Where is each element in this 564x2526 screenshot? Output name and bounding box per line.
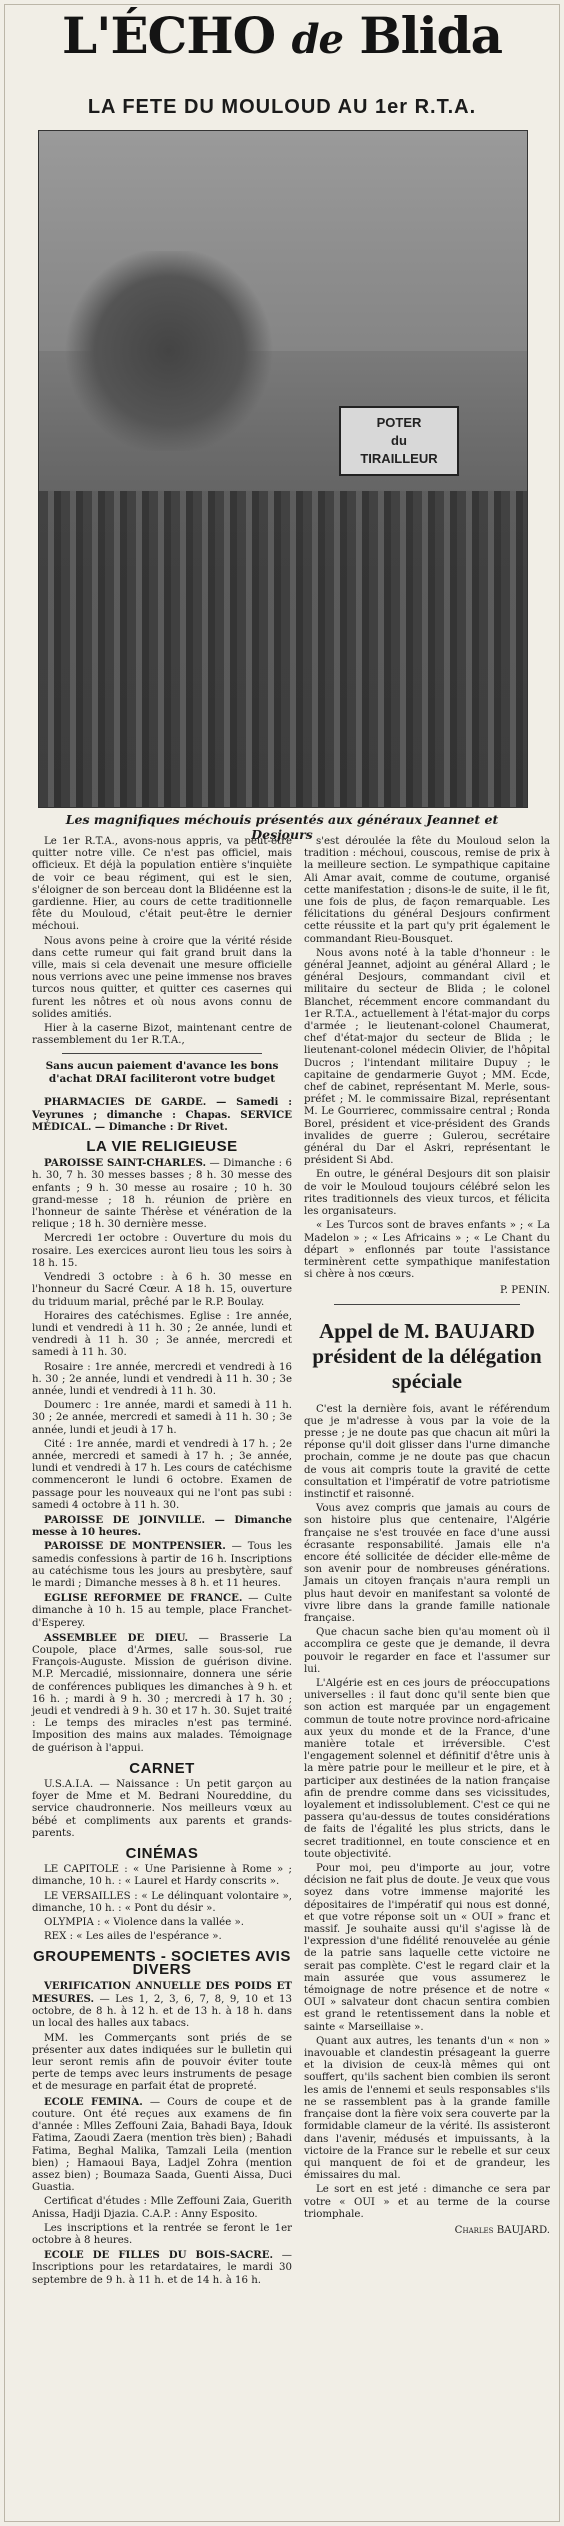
notice-text: MM. les Commerçants sont priés de se présenter aux dates indiquées sur le bulletin qui leur seront remis afin de pouvoir éviter toute perte de temps avec leurs instruments de pesage et de mesurage en parfait état de propreté. — [32, 2032, 292, 2093]
event-photo — [38, 130, 528, 808]
section-title: LA VIE RELIGIEUSE — [86, 1138, 238, 1156]
article-para: « Les Turcos sont de braves enfants » ; « La Madelon » ; « Les Africains » ; « Le Chant du départ » enflonnés par toute l'assistance terminèrent cette sympathique manifestation si chère à nos cœurs. — [304, 1220, 550, 1281]
headline: LA FETE DU MOULOUD AU 1er R.T.A. — [87, 96, 477, 118]
photo-caption: Les magnifiques méchouis présentés aux généraux Jeannet et Desjours — [65, 812, 499, 842]
masthead-part1: L'ÉCHO — [61, 6, 292, 65]
photo-banner — [339, 406, 459, 476]
article-para: Que chacun sache bien qu'au moment où il accomplira ce geste que je demande, il devra pouvoir le regarder en face et l'assumer sur lui. — [304, 1627, 550, 1675]
photo-tree — [59, 251, 279, 451]
notice-text: — Inscriptions pour les retardataires, le mardi 30 septembre de 9 h. à 11 h. et de 14 h. à 16 h. — [32, 2250, 292, 2286]
article-para: Quant aux autres, les tenants d'un « non » inavouable et clandestin présageant la guerre et la division de ceux-là mêmes qui ont souffert, qu'ils sachent bien combien ils seront les amis de l'ennemi et seuls responsables s'ils ne se rassemblent pas à la grande famille française dont la fière voix sera couverte par la formidable clameur de la vérité. Ils assisteront dans l'avenir, médusés et impuissants, à la victoire de la France sur le rebelle et sur ceux qui manquent de foi et de grandeur, les émissaires du mal. — [304, 2035, 550, 2182]
article-para: L'Algérie est en ces jours de préoccupations universelles : il faut donc qu'il sente bien que son action est marquée par un engagement commun de toute notre province nord-africaine aux yeux du monde et de la France, d'une manière totale et irréversible. C'est l'engagement solennel et définitif d'être unis à la mère patrie pour le meilleur et le pire, et à participer aux destinées de la nation française afin de prendre comme dans ses vicissitudes, loyalement et indissolublement. C'est ce qui ne passera qu'au-dessus de toutes considérations de faits de l'égalité les plus stricts, dans le secret traditionnel, en toute conscience et en toute objectivité. — [304, 1677, 550, 1860]
subhead: ASSEMBLEE DE DIEU. — [44, 1631, 189, 1644]
article-para: C'est la dernière fois, avant le référendum que je m'adresse à vous par la voie de la presse ; je ne doute pas que chacun ait mûri la réponse qu'il doit glisser dans l'urne dimanche prochain, comme je ne doute pas que chacun de vous ait compris toute la gravité de cette consultation et l'impératif de votre patriotisme instinctif et raisonné. — [304, 1403, 550, 1500]
article-para: s'est déroulée la fête du Mouloud selon la tradition : méchoui, couscous, remise de prix à la meilleure section. Le sympathique capitaine Ali Amar avait, comme de coutume, organisé cette manifestation ; disons-le de suite, il le fit, une fois de plus, de façon remarquable. Les félicitations du général Desjours confirment cette réussite et la part qu'y prit également le commandant Rieu-Bousquet. — [304, 836, 550, 945]
photo-crowd — [39, 491, 527, 807]
cinema-item: REX : « Les ailes de l'espérance ». — [44, 1931, 222, 1943]
notice-text: U.S.A.I.A. — Naissance : Un petit garçon au foyer de Mme et M. Bedrani Noureddine, du service chaudronnerie. Nos meilleurs vœux au bébé et compliments aux parents et grands-parents. — [32, 1779, 292, 1839]
article-title: Appel de M. BAUJARD président de la délégation spéciale — [312, 1318, 542, 1393]
column-right — [304, 836, 550, 2237]
article-para: Nous avons noté à la table d'honneur : le général Jeannet, adjoint au général Allard ; le général Desjours, commandant civil et militaire du secteur de Blida ; le colonel Blanchet, récemment encore commandant du 1er R.T.A., actuellement à l'état-major du corps d'armée ; le lieutenant-colonel Chaumerat, chef d'état-major du secteur de Blida ; le lieutenant-colonel médecin Olivier, de l'hôpital Ducros ; l'intendant militaire Dupuy ; le capitaine de gendarmerie Guyot ; MM. Ecde, chef de cabinet, représentant M. Merle, sous-préfet ; M. le commissaire Bizal, représentant M. Le Gourrierec, commissaire central ; Ronda Borel, président et vice-président des Grands invalides de guerre ; Gulerou, secrétaire général du Dar el Askri, représentant le président Si Abd. — [304, 947, 550, 1167]
notice-text: — Culte dimanche à 10 h. 15 au temple, place Franchet-d'Esperey. — [32, 1593, 293, 1629]
subhead: PAROISSE DE MONTPENSIER. — [44, 1540, 226, 1553]
section-title: CARNET — [129, 1759, 195, 1777]
pharmacies: PHARMACIES DE GARDE. — Samedi : Veyrunes ; dimanche : Chapas. SERVICE MÉDICAL. — Dimanche : Dr Rivet. — [32, 1096, 292, 1133]
notice-text: Les inscriptions et la rentrée se feront le 1er octobre à 8 heures. — [32, 2222, 292, 2246]
cinema-item: LE VERSAILLES : « Le délinquant volontaire », dimanche, 10 h. : « Pont du désir ». — [32, 1890, 292, 1914]
notice-text: Mercredi 1er octobre : Ouverture du mois du rosaire. Les exercices auront lieu tous les soirs à 18 h. 15. — [32, 1233, 292, 1269]
section-title: CINÉMAS — [125, 1845, 199, 1863]
article-para: Hier à la caserne Bizot, maintenant centre de rassemblement du 1er R.T.A., — [32, 1023, 292, 1047]
article-para: Le 1er R.T.A., avons-nous appris, va peut-être quitter notre ville. Ce n'est pas officiel, mais officieux. Et déjà la population entière s'inquiète de voir ce beau régiment, qui est le sien, s'éloigner de son berceau dont la Blidéenne est la gardienne. Hier, au cours de cette traditionnelle fête du Mouloud, c'était peut-être le dernier méchoui. — [32, 836, 292, 933]
subhead: EGLISE REFORMEE DE FRANCE. — [44, 1592, 243, 1605]
article-para: Le sort en est jeté : dimanche ce sera par votre « OUI » et au terme de la course triomphale. — [304, 2184, 550, 2220]
notice-text: Vendredi 3 octobre : à 6 h. 30 messe en l'honneur du Sacré Cœur. A 18 h. 15, ouverture du triduum marial, prêché par le R.P. Boulay. — [32, 1272, 292, 1308]
notice-text: — Les 1, 2, 3, 6, 7, 8, 9, 10 et 13 octobre, de 8 h. à 12 h. et de 13 h. à 18 h. dans un local des halles aux tabacs. — [32, 1994, 293, 2030]
notice-text: — Brasserie La Coupole, place d'Armes, salle sous-sol, rue François-Auguste. Mission de guérison divine. M.P. Mercadié, missionnaire, donnera une série de conférences publiques les dimanches à 9 h. et 16 h. ; mardi à 9 h. 30 ; mercredi à 17 h. 30 ; jeudi et vendredi à 9 h. 30 et 17 h. 30. Sujet traité : Le temps des miracles n'est pas terminé. Imposition des mains aux malades. Témoignage de guérison à l'appui. — [32, 1632, 292, 1754]
notice-text: Cité : 1re année, mardi et vendredi à 17 h. ; 2e année, mercredi et samedi à 17 h. ; 3e année, lundi et vendredi à 17 h. Les cours de catéchisme commenceront le lundi 6 octobre. Examen de passage pour les nouveaux qui ne l'ont pas subi : samedi 4 octobre à 11 h. 30. — [32, 1438, 292, 1511]
banner-line3: TIRAILLEUR — [360, 451, 438, 466]
masthead-part3: Blida — [342, 6, 502, 65]
notice-text: Doumerc : 1re année, mardi et samedi à 11 h. 30 ; 2e année, mercredi et samedi à 11 h. 30 ; 3e année, lundi et jeudi à 17 h. — [32, 1400, 292, 1436]
masthead-part2: de — [291, 16, 343, 63]
subhead: ECOLE DE FILLES DU BOIS-SACRE. — [44, 2249, 274, 2262]
article-para: Nous avons peine à croire que la vérité réside dans cette rumeur qui fait grand bruit dans la ville, mais si cela devenait une mesure officielle nous verrions avec une peine immense nos braves turcos nous quitter, et quitter ces casernes qui furent les nôtres et où nous avons connu de solides amitiés. — [32, 935, 292, 1020]
notice-text: — Dimanche : 6 h. 30, 7 h. 30 messes basses ; 8 h. 30 messe des enfants ; 9 h. 30 messe au rosaire ; 10 h. 30 grand-messe ; 18 h. réunion de prière en l'honneur de sainte Thérèse et vénération de la relique ; 18 h. 30 dernière messe. — [32, 1158, 292, 1231]
notice-text: — Tous les samedis confessions à partir de 16 h. Inscriptions au catéchisme tous les jours au presbytère, sauf le mardi ; Dimanche messes à 8 h. et 11 heures. — [32, 1541, 292, 1589]
divider — [334, 1304, 520, 1305]
article-para: Pour moi, peu d'importe au jour, votre décision ne fait plus de doute. Je veux que vous soyez dans votre immense majorité les dépositaires de l'impératif qui nous est donné, et que votre réponse soit un « OUI » franc et massif. Je souhaite aussi qu'il s'agisse là de l'expression d'une fidélité renouvelée au génie de la patrie sans laquelle cette victoire ne serait pas complète. C'est le regard clair et la main assurée que vous assumerez le témoignage de notre présence et de notre « OUI » salvateur dont chacun sentira combien est grand le retentissement dans la noble et sainte « Marseillaise ». — [304, 1863, 550, 2033]
notice-text: PAROISSE DE JOINVILLE. — Dimanche messe à 10 heures. — [32, 1513, 292, 1539]
article-para: En outre, le général Desjours dit son plaisir de voir le Mouloud toujours célébré selon les rites traditionnels des vieux turcos, et félicita les organisateurs. — [304, 1169, 550, 1218]
notice-text: Rosaire : 1re année, mercredi et vendredi à 16 h. 30 ; 2e année, lundi et vendredi à 11 h. 30 ; 3e année, lundi et vendredi à 11 h. 30. — [32, 1361, 292, 1397]
signature: P. PENIN. — [500, 1285, 550, 1297]
divider — [62, 1053, 262, 1054]
column-left — [32, 836, 292, 2289]
masthead — [8, 6, 556, 66]
cinema-item: OLYMPIA : « Violence dans la vallée ». — [44, 1917, 244, 1929]
subhead: VERIFICATION ANNUELLE DES POIDS ET MESURES. — [32, 1979, 292, 2006]
ad-box: Sans aucun paiement d'avance les bons d'achat DRAI faciliteront votre budget — [45, 1060, 279, 1086]
subhead: ECOLE FEMINA. — [44, 2095, 143, 2108]
cinema-item: LE CAPITOLE : « Une Parisienne à Rome » ; dimanche, 10 h. : « Laurel et Hardy conscrits ». — [32, 1864, 292, 1888]
notice-text: — Cours de coupe et de couture. Ont été reçues aux examens de fin d'année : Mlles Zeffouni Zaia, Bahadi Baya, Idouk Fatima, Zaoudi Zaera (mention très bien) ; Bahadi Fatima, Beghal Malika, Tamzali Leila (mention bien) ; Hamaoui Baya, Ladjel Zohra (mention assez bien) ; Boumaza Saada, Guenti Aissa, Duci Guastia. — [32, 2096, 292, 2194]
section-title: GROUPEMENTS - SOCIETES AVIS DIVERS — [33, 1948, 291, 1978]
notice-text: Certificat d'études : Mlle Zeffouni Zaia, Guerith Anissa, Hadji Djazia. C.A.P. : Anny Esposito. — [32, 2196, 292, 2220]
notice-text: Horaires des catéchismes. Eglise : 1re année, lundi et vendredi à 11 h. 30 ; 2e année, lundi et vendredi à 11 h. 30 ; 3e année, mercredi et samedi à 11 h. 30. — [32, 1310, 292, 1359]
article-para: Vous avez compris que jamais au cours de son histoire plus que centenaire, l'Algérie française ne s'est trouvée en face d'une aussi écrasante responsabilité. Jamais elle n'a encore été sollicitée de décider elle-même de son avenir pour de nombreuses générations. Jamais un citoyen français n'aura rempli un plus haut devoir en manifestant sa volonté de vivre libre dans la grande famille nationale française. — [304, 1503, 550, 1624]
banner-line2: du — [391, 433, 407, 448]
signature: Charles BAUJARD. — [454, 2224, 550, 2236]
subhead: PAROISSE SAINT-CHARLES. — [44, 1157, 206, 1170]
banner-line1: POTER — [376, 415, 422, 430]
